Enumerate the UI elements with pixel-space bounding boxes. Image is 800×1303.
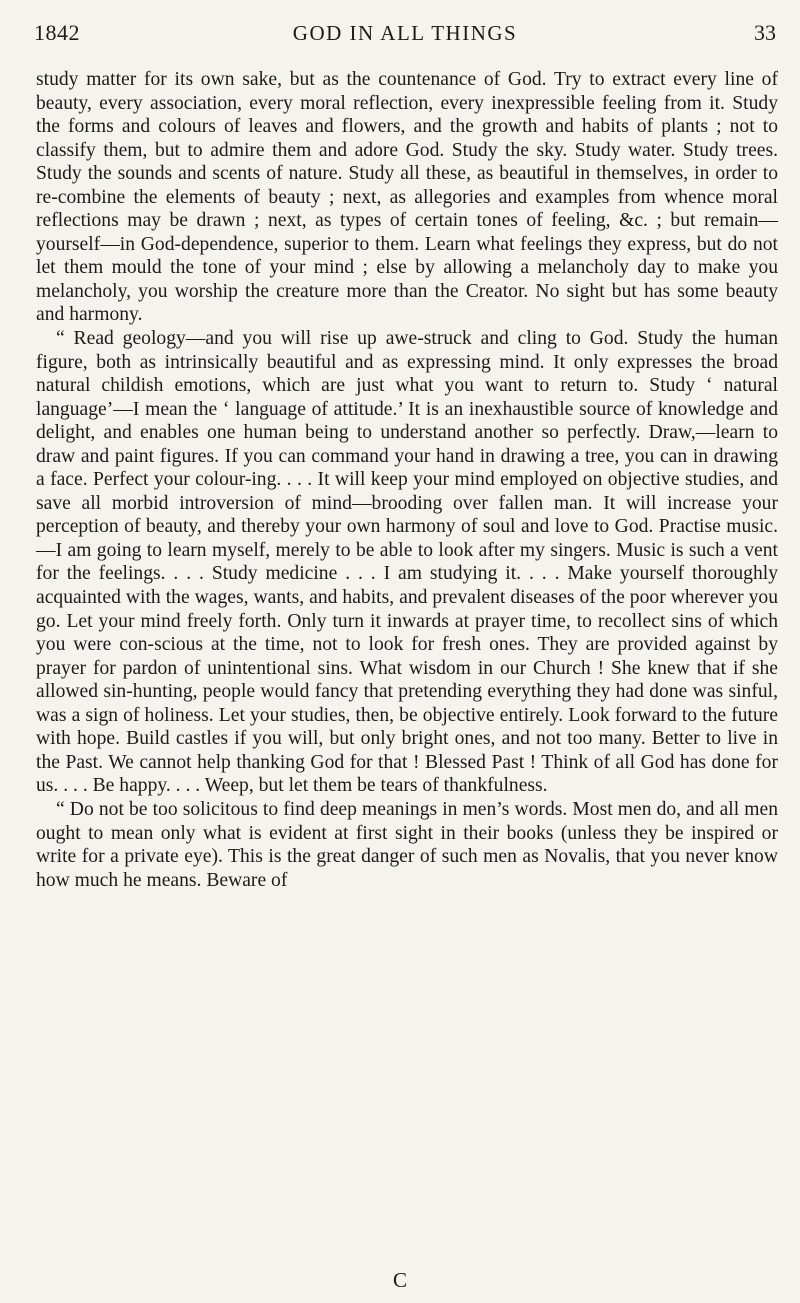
page-number: 33 xyxy=(754,20,776,45)
paragraph-study-matter: study matter for its own sake, but as the countenance of God. Try to extract every line of beauty, every association, every moral reflection, every inexpressible feeling from it. Study the forms and colours of leaves and flowers, and the growth and habits of plants ; not to classify them, but to admire them and adore God. Study the sky. Study water. Study trees. Study the sounds and scents of nature. Study all these, as beautiful in themselves, in order to re-combine the elements of beauty ; next, as allegories and examples from whence moral reflections may be drawn ; next, as types of certain tones of feeling, &c. ; but remain—yourself—in God-dependence, superior to them. Learn what feelings they express, but do not let them mould the tone of your mind ; else by allowing a melancholy day to make you melancholy, you worship the creature more than the Creator. No sight but has some beauty and harmony. xyxy=(36,69,778,326)
paragraph-deep-meanings: “ Do not be too solicitous to find deep meanings in men’s words. Most men do, and all men ought to mean only what is evident at first sight in their books (unless they be inspired or write for a private eye). This is the great danger of such men as Novalis, that you never know how much he means. Beware of xyxy=(36,798,778,891)
page-header xyxy=(34,20,776,50)
paragraph-read-geology: “ Read geology—and you will rise up awe-struck and cling to God. Study the human figure, both as intrinsically beautiful and as expressing mind. It only expresses the broad natural childish emotions, which are just what you want to return to. Study ‘ natural language’—I mean the ‘ language of attitude.’ It is an inexhaustible source of knowledge and delight, and enables one human being to understand another so perfectly. Draw,—learn to draw and paint figures. If you can command your hand in drawing a tree, you can in drawing a face. Perfect your colour-ing. . . . It will keep your mind employed on objective studies, and save all morbid introversion of mind—brooding over fallen man. It will increase your perception of beauty, and thereby your own harmony of soul and love to God. Practise music.—I am going to learn myself, merely to be able to look after my singers. Music is such a vent for the feelings. . . . Study medicine . . . I am studying it. . . . Make yourself thoroughly acquainted with the wages, wants, and habits, and prevalent diseases of the poor wherever you go. Let your mind freely forth. Only turn it inwards at prayer time, to recollect sins of which you were con-scious at the time, not to look for fresh ones. They are provided against by prayer for pardon of unintentional sins. What wisdom in our Church ! She knew that if she allowed sin-hunting, people would fancy that pretending everything they had done was sinful, was a sign of holiness. Let your studies, then, be objective entirely. Look forward to the future with hope. Build castles if you will, but only bright ones, and not too many. Better to live in the Past. We cannot help thanking God for that ! Blessed Past ! Think of all God has done for us. . . . Be happy. . . . Weep, but let them be tears of thankfulness. xyxy=(36,328,778,797)
signature-mark: C xyxy=(392,1268,407,1292)
header-year: 1842 xyxy=(34,20,80,45)
body-text xyxy=(36,68,778,892)
running-title: GOD IN ALL THINGS xyxy=(292,21,518,45)
